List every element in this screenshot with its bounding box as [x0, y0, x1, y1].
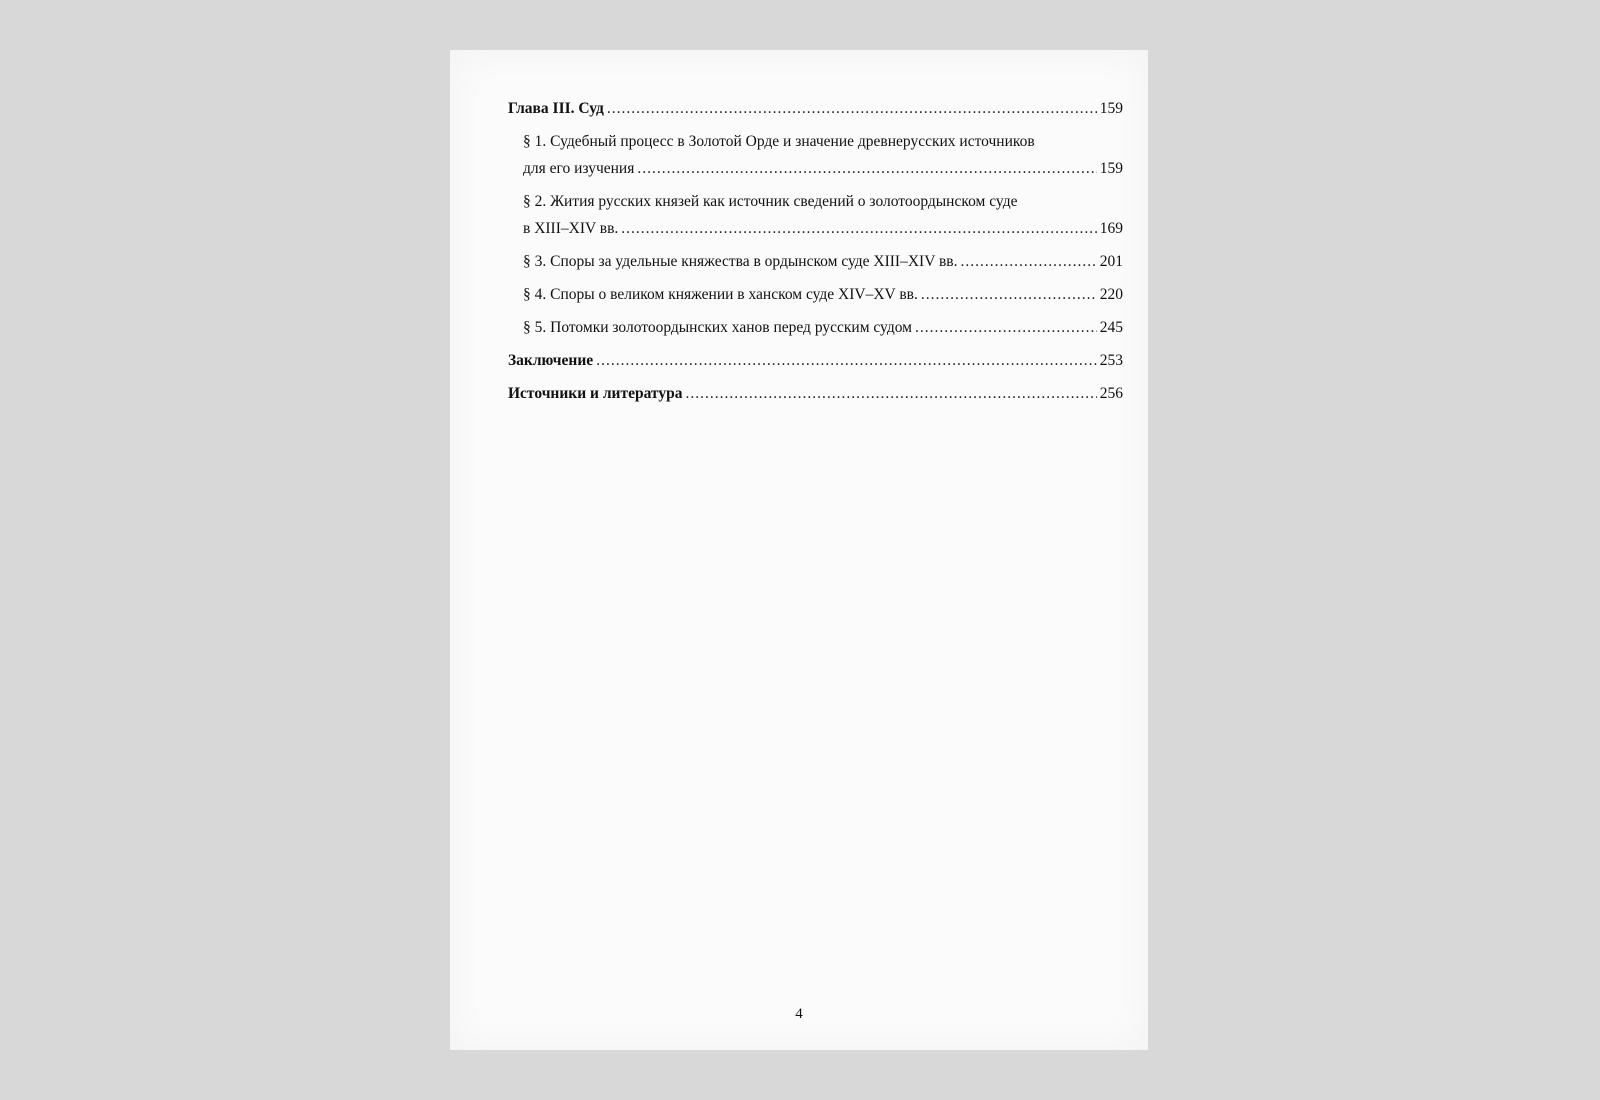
toc-entry-label: § 2. Жития русских князей как источник сведений о золотоордынском суде [523, 193, 1018, 210]
toc-entry-section-2 [508, 188, 1123, 242]
toc-entry-label-continued: для его изучения [523, 160, 635, 177]
toc-entry-page: 256 [1099, 385, 1123, 402]
page-number: 4 [795, 1006, 803, 1022]
dot-leader [915, 314, 1097, 341]
toc-entry-section-5 [508, 314, 1123, 341]
toc-entry-label: Источники и литература [508, 385, 683, 402]
dot-leader [621, 215, 1096, 242]
table-of-contents [508, 95, 1123, 407]
toc-entry-page: 253 [1099, 352, 1123, 369]
toc-entry-label: § 4. Споры о великом княжении в ханском суде XIV–XV вв. [523, 286, 918, 303]
toc-entry-label: Заключение [508, 352, 594, 369]
toc-entry-section-3 [508, 248, 1123, 275]
dot-leader [685, 380, 1096, 407]
book-page [450, 50, 1148, 1050]
toc-entry-sources [508, 380, 1123, 407]
toc-entry-chapter-3 [508, 95, 1123, 122]
dot-leader [921, 281, 1097, 308]
dot-leader [596, 347, 1097, 374]
dot-leader [637, 155, 1096, 182]
toc-entry-label: § 5. Потомки золотоордынских ханов перед русским судом [523, 319, 912, 336]
dot-leader [607, 95, 1097, 122]
toc-entry-section-1 [508, 128, 1123, 182]
toc-entry-label-continued: в XIII–XIV вв. [523, 220, 619, 237]
toc-entry-page: 201 [1099, 253, 1123, 270]
toc-entry-label: Глава III. Суд [508, 100, 604, 117]
toc-entry-label: § 1. Судебный процесс в Золотой Орде и значение древнерусских источников [523, 133, 1035, 150]
toc-entry-page: 159 [1099, 160, 1123, 177]
dot-leader [961, 248, 1097, 275]
toc-entry-label: § 3. Споры за удельные княжества в ордынском суде XIII–XIV вв. [523, 253, 958, 270]
toc-entry-page: 159 [1099, 100, 1123, 117]
toc-entry-page: 169 [1099, 220, 1123, 237]
toc-entry-section-4 [508, 281, 1123, 308]
toc-entry-page: 220 [1099, 286, 1123, 303]
toc-entry-page: 245 [1099, 319, 1123, 336]
toc-entry-conclusion [508, 347, 1123, 374]
